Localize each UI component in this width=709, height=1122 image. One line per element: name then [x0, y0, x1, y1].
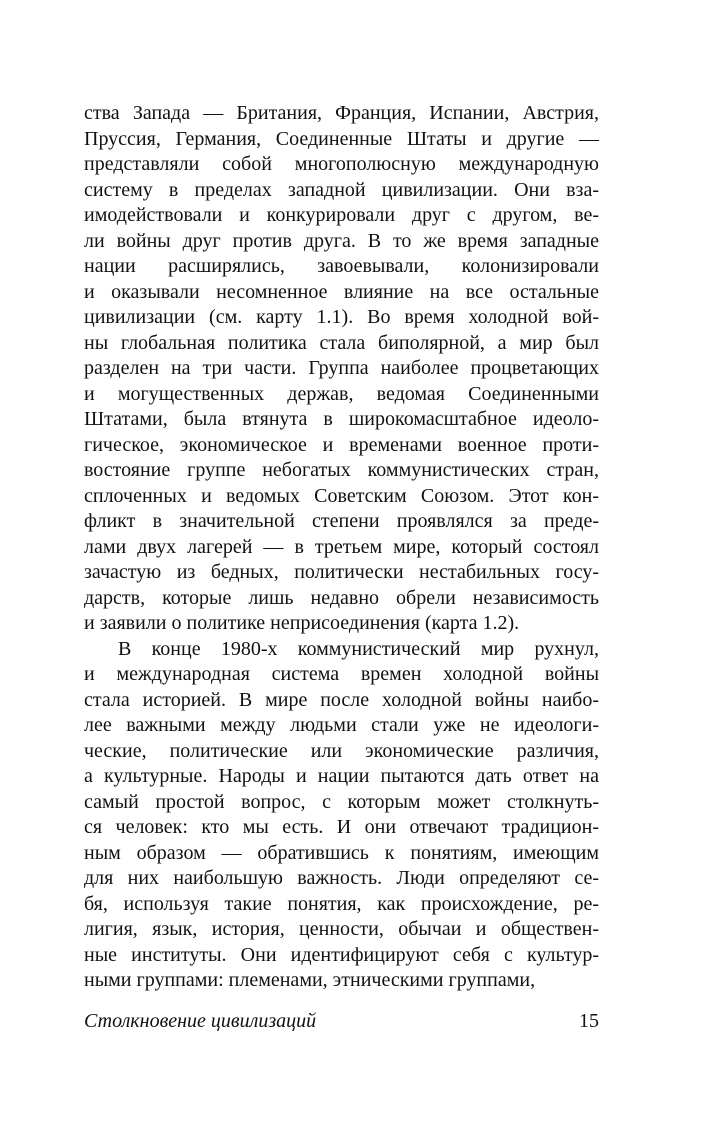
paragraph — [84, 637, 599, 994]
text-line: и могущественных держав, ведомая Соединенными — [84, 382, 599, 405]
text-line: ли войны друг против друга. В то же время западные — [84, 229, 599, 252]
text-line: ства Запада — Британия, Франция, Испании, Австрия, — [84, 102, 599, 124]
running-title: Столкновение цивилизаций — [84, 1010, 317, 1032]
text-line: стала историей. В мире после холодной войны наибо- — [84, 688, 599, 711]
text-line: ным образом — обратившись к понятиям, имеющим — [84, 841, 599, 864]
text-line: Штатами, была втянута в широкомасштабное идеоло- — [84, 408, 599, 430]
text-line: цивилизации (см. карту 1.1). Во время холодной вой- — [84, 306, 599, 328]
text-line: В конце 1980-х коммунистический мир рухнул, — [118, 637, 599, 660]
paragraph — [84, 101, 599, 637]
page-footer — [84, 1010, 599, 1040]
text-line: ся человек: кто мы есть. И они отвечают традицион- — [84, 816, 599, 838]
text-line: нации расширялись, завоевывали, колонизировали — [84, 255, 599, 277]
text-line: ными группами: племенами, этническими группами, — [84, 969, 536, 991]
text-line: востояние группе небогатых коммунистических стран, — [84, 459, 599, 481]
text-line: систему в пределах западной цивилизации. Они вза- — [84, 178, 599, 201]
text-line: Пруссия, Германия, Соединенные Штаты и другие — — [84, 127, 599, 150]
text-line: сплоченных и ведомых Советским Союзом. Этот кон- — [84, 484, 599, 507]
text-line: разделен на три части. Группа наиболее процветающих — [84, 357, 599, 379]
text-line: лее важными между людьми стали уже не идеологи- — [84, 714, 599, 736]
text-line: а культурные. Народы и нации пытаются дать ответ на — [84, 765, 599, 787]
text-line: гическое, экономическое и временами военное проти- — [84, 433, 599, 456]
text-line: лами двух лагерей — в третьем мире, который состоял — [84, 535, 599, 558]
text-line: бя, используя такие понятия, как происхождение, ре- — [84, 892, 599, 915]
text-line: представляли собой многополюсную международную — [84, 153, 599, 175]
text-line: и заявили о политике неприсоединения (карта 1.2). — [84, 612, 520, 634]
text-line: ны глобальная политика стала биполярной, а мир был — [84, 331, 599, 354]
text-line: зачастую из бедных, политически нестабильных госу- — [84, 561, 599, 583]
text-line: и международная система времен холодной войны — [84, 663, 599, 685]
page-number: 15 — [579, 1010, 599, 1032]
text-line: самый простой вопрос, с которым может столкнуть- — [84, 790, 599, 813]
text-line: и оказывали несомненное влияние на все остальные — [84, 280, 599, 303]
text-line: для них наибольшую важность. Люди определяют се- — [84, 867, 599, 889]
text-line: имодействовали и конкурировали друг с другом, ве- — [84, 204, 599, 226]
text-line: фликт в значительной степени проявлялся за преде- — [84, 510, 599, 532]
text-line: ческие, политические или экономические различия, — [84, 739, 599, 762]
body-text — [84, 101, 599, 994]
text-line: дарств, которые лишь недавно обрели независимость — [84, 586, 599, 609]
text-line: ные институты. Они идентифицируют себя с культур- — [84, 943, 599, 966]
text-line: лигия, язык, история, ценности, обычаи и обществен- — [84, 918, 599, 940]
